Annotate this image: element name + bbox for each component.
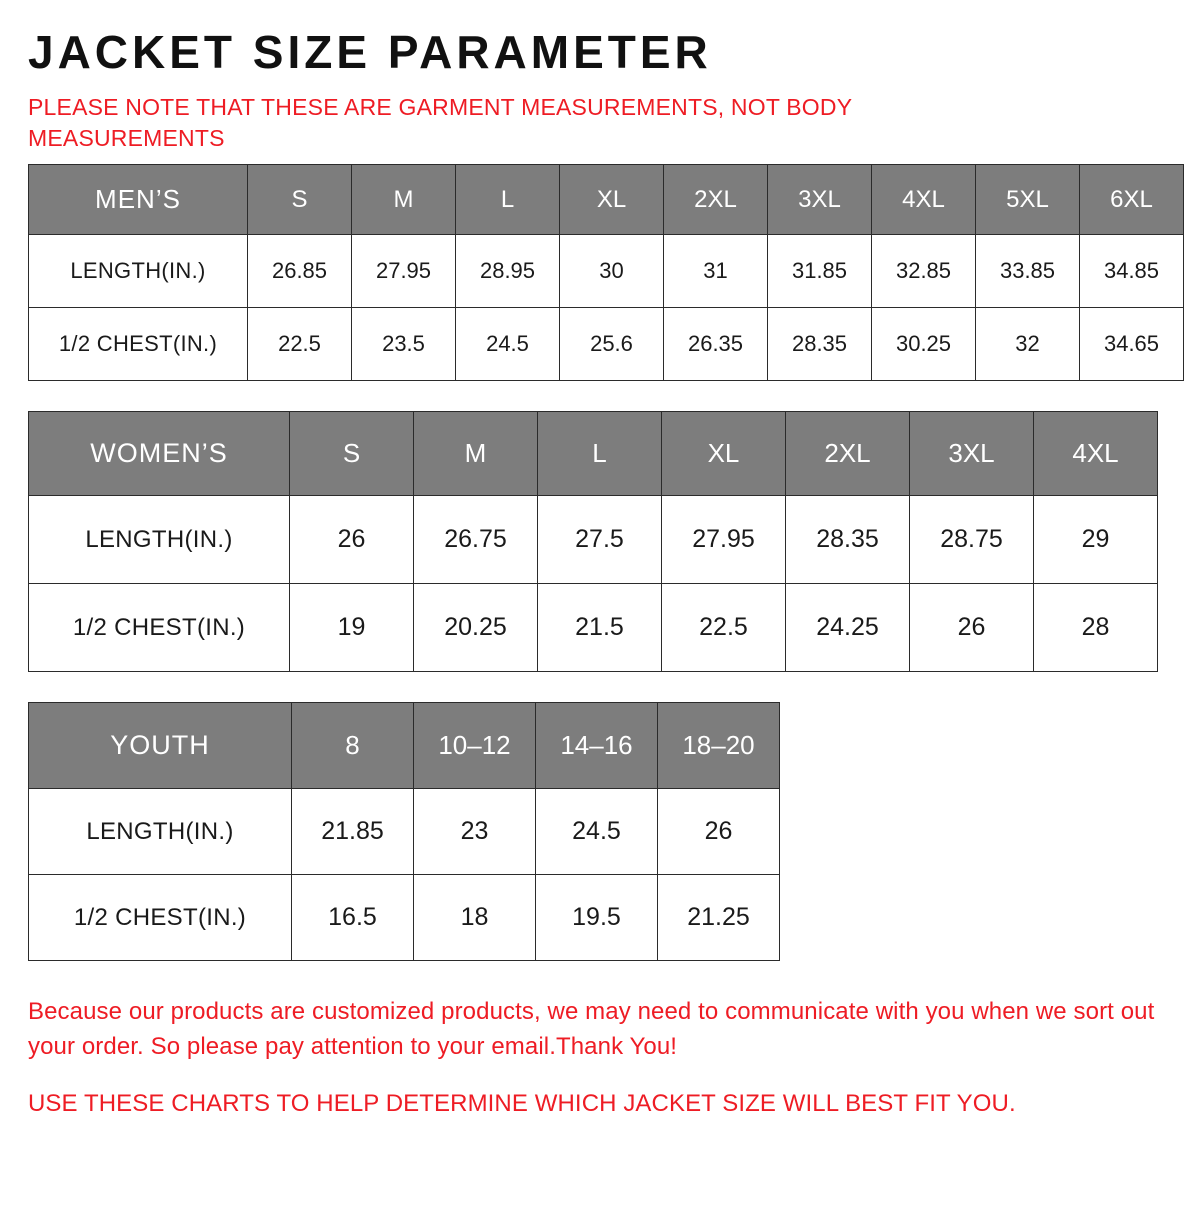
- youth-chest-value: 18: [414, 875, 536, 961]
- table-row: [29, 235, 1184, 308]
- youth-length-value: 24.5: [536, 789, 658, 875]
- youth-category-label: YOUTH: [29, 703, 292, 789]
- womens-size-header: 3XL: [910, 412, 1034, 496]
- womens-chest-value: 22.5: [662, 584, 786, 672]
- mens-size-header: 6XL: [1080, 165, 1184, 235]
- womens-row-label-length: LENGTH(IN.): [29, 496, 290, 584]
- mens-chest-value: 22.5: [248, 308, 352, 381]
- youth-row-label-chest: 1/2 CHEST(IN.): [29, 875, 292, 961]
- mens-length-value: 26.85: [248, 235, 352, 308]
- table-row: [29, 584, 1158, 672]
- youth-size-header: 10–12: [414, 703, 536, 789]
- mens-chest-value: 26.35: [664, 308, 768, 381]
- footer-chart-usage-note: USE THESE CHARTS TO HELP DETERMINE WHICH JACKET SIZE WILL BEST FIT YOU.: [28, 1089, 1016, 1117]
- mens-chest-value: 24.5: [456, 308, 560, 381]
- mens-size-header: M: [352, 165, 456, 235]
- youth-length-value: 21.85: [292, 789, 414, 875]
- womens-chest-value: 28: [1034, 584, 1158, 672]
- womens-length-value: 28.75: [910, 496, 1034, 584]
- womens-length-value: 27.95: [662, 496, 786, 584]
- mens-length-value: 31: [664, 235, 768, 308]
- table-row: [29, 308, 1184, 381]
- youth-chest-value: 21.25: [658, 875, 780, 961]
- mens-chest-value: 25.6: [560, 308, 664, 381]
- footer-customization-note: Because our products are customized products, we may need to communicate with you when we sort out your order. So please pay attention to your email.Thank You!: [28, 998, 1155, 1061]
- womens-size-table: [28, 411, 1158, 672]
- table-row: [29, 496, 1158, 584]
- womens-length-value: 28.35: [786, 496, 910, 584]
- womens-size-header: 4XL: [1034, 412, 1158, 496]
- womens-size-header: L: [538, 412, 662, 496]
- womens-chest-value: 24.25: [786, 584, 910, 672]
- womens-size-header: S: [290, 412, 414, 496]
- mens-chest-value: 30.25: [872, 308, 976, 381]
- mens-length-value: 32.85: [872, 235, 976, 308]
- womens-chest-value: 26: [910, 584, 1034, 672]
- womens-length-value: 29: [1034, 496, 1158, 584]
- mens-size-header: 4XL: [872, 165, 976, 235]
- mens-size-header: 5XL: [976, 165, 1080, 235]
- youth-size-header: 8: [292, 703, 414, 789]
- womens-chest-value: 20.25: [414, 584, 538, 672]
- mens-length-value: 27.95: [352, 235, 456, 308]
- page-title: JACKET SIZE PARAMETER: [28, 26, 712, 78]
- table-row: [29, 412, 1158, 496]
- youth-size-header: 14–16: [536, 703, 658, 789]
- womens-size-header: M: [414, 412, 538, 496]
- mens-length-value: 30: [560, 235, 664, 308]
- womens-category-label: WOMEN’S: [29, 412, 290, 496]
- youth-length-value: 23: [414, 789, 536, 875]
- mens-row-label-length: LENGTH(IN.): [29, 235, 248, 308]
- mens-chest-value: 28.35: [768, 308, 872, 381]
- table-row: [29, 165, 1184, 235]
- mens-size-header: XL: [560, 165, 664, 235]
- mens-size-header: 3XL: [768, 165, 872, 235]
- mens-category-label: MEN’S: [29, 165, 248, 235]
- size-chart-page: [0, 28, 1200, 1228]
- youth-size-table: [28, 702, 780, 961]
- womens-size-header: XL: [662, 412, 786, 496]
- youth-row-label-length: LENGTH(IN.): [29, 789, 292, 875]
- womens-size-header: 2XL: [786, 412, 910, 496]
- mens-length-value: 34.85: [1080, 235, 1184, 308]
- mens-chest-value: 32: [976, 308, 1080, 381]
- mens-length-value: 33.85: [976, 235, 1080, 308]
- mens-length-value: 28.95: [456, 235, 560, 308]
- table-row: [29, 789, 780, 875]
- womens-chest-value: 19: [290, 584, 414, 672]
- youth-length-value: 26: [658, 789, 780, 875]
- mens-chest-value: 23.5: [352, 308, 456, 381]
- womens-chest-value: 21.5: [538, 584, 662, 672]
- youth-chest-value: 16.5: [292, 875, 414, 961]
- youth-size-header: 18–20: [658, 703, 780, 789]
- womens-length-value: 26.75: [414, 496, 538, 584]
- womens-row-label-chest: 1/2 CHEST(IN.): [29, 584, 290, 672]
- youth-chest-value: 19.5: [536, 875, 658, 961]
- mens-size-header: 2XL: [664, 165, 768, 235]
- mens-size-table: [28, 164, 1184, 381]
- measurement-note: PLEASE NOTE THAT THESE ARE GARMENT MEASUREMENTS, NOT BODY MEASUREMENTS: [28, 94, 852, 152]
- mens-chest-value: 34.65: [1080, 308, 1184, 381]
- mens-row-label-chest: 1/2 CHEST(IN.): [29, 308, 248, 381]
- womens-length-value: 27.5: [538, 496, 662, 584]
- mens-length-value: 31.85: [768, 235, 872, 308]
- table-row: [29, 875, 780, 961]
- footer-notes: [28, 995, 1172, 1121]
- womens-length-value: 26: [290, 496, 414, 584]
- table-row: [29, 703, 780, 789]
- mens-size-header: L: [456, 165, 560, 235]
- mens-size-header: S: [248, 165, 352, 235]
